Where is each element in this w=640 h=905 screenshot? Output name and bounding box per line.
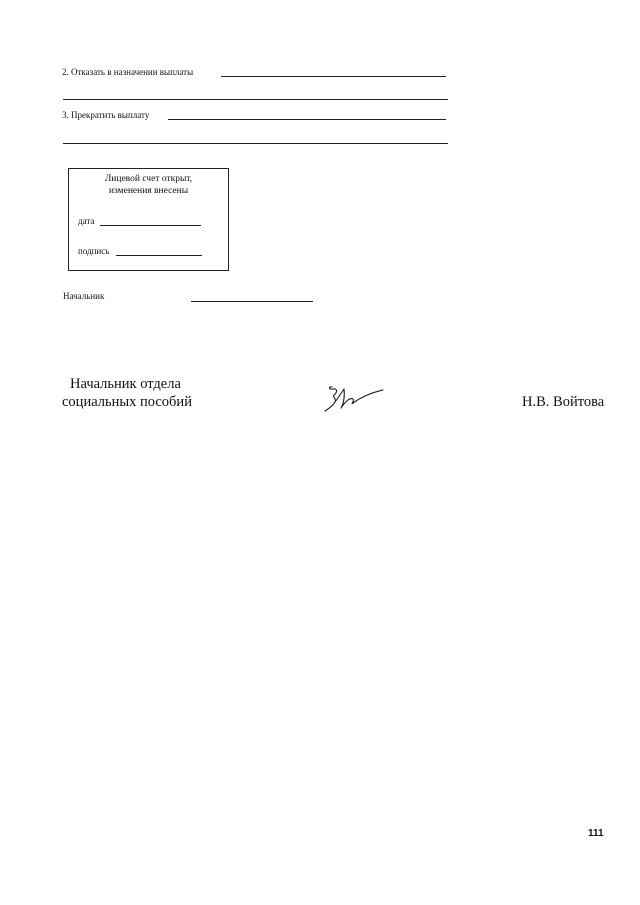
head-signature-line <box>191 301 313 302</box>
stop-payment-label: 3. Прекратить выплату <box>62 110 150 120</box>
refuse-payment-line-2 <box>63 99 448 100</box>
page-number: 111 <box>588 828 604 839</box>
handwritten-signature <box>320 378 392 414</box>
head-label: Начальник <box>63 291 105 301</box>
stamp-title <box>69 173 228 197</box>
signatory-position-line-2: социальных пособий <box>62 394 192 410</box>
stamp-signature-label: подпись <box>78 246 110 256</box>
stamp-signature-line <box>116 255 202 256</box>
signatory-name: Н.В. Войтова <box>522 394 605 410</box>
stamp-title-line-2: изменения внесены <box>108 186 189 196</box>
refuse-payment-label: 2. Отказать в назначении выплаты <box>62 67 194 77</box>
refuse-payment-line <box>221 76 446 77</box>
account-stamp-box <box>68 168 229 271</box>
stop-payment-line <box>168 119 446 120</box>
stamp-title-line-1: Лицевой счет открыт, <box>104 174 193 184</box>
stop-payment-line-2 <box>63 143 448 144</box>
stamp-date-label: дата <box>78 216 95 226</box>
stamp-date-line <box>100 225 201 226</box>
signatory-position-line-1: Начальник отдела <box>70 376 181 392</box>
